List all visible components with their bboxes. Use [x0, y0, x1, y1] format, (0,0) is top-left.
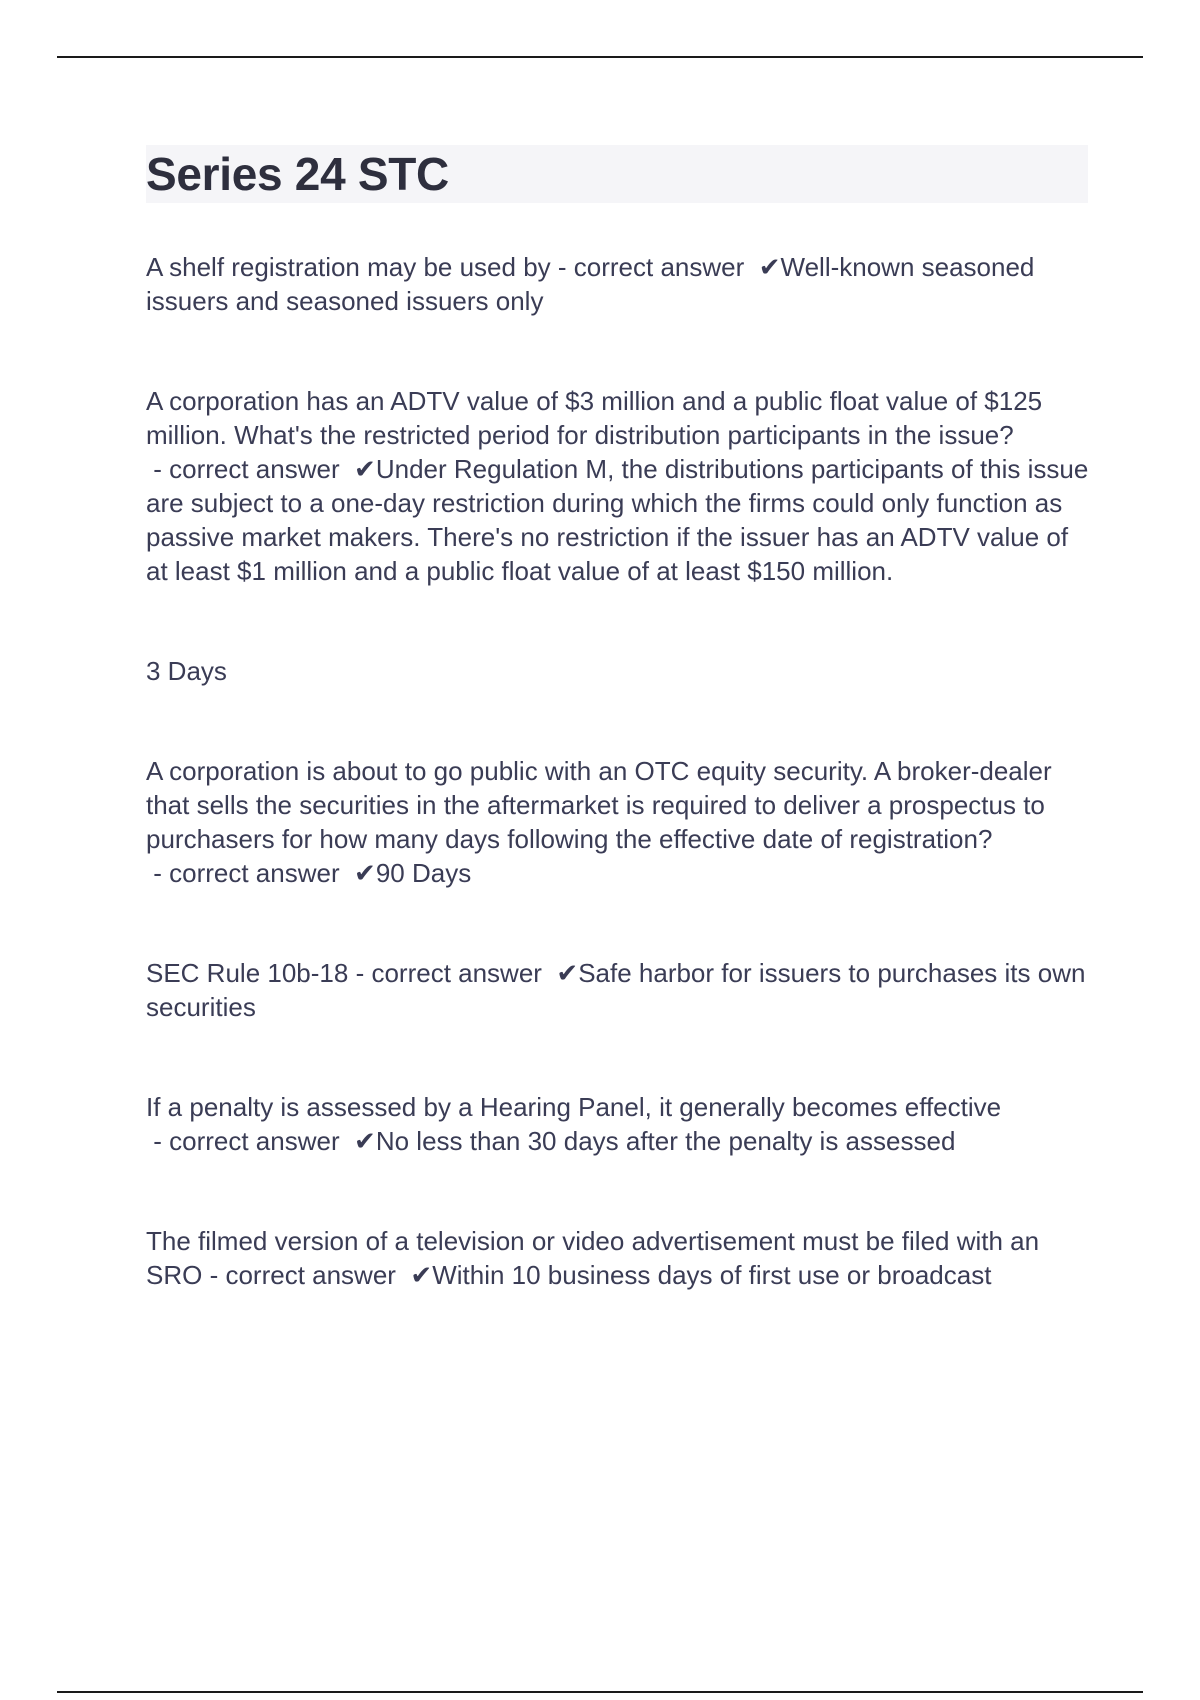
check-icon: ✔	[339, 1126, 376, 1156]
answer-label: correct answer	[225, 1260, 396, 1290]
answer-label: correct answer	[371, 958, 542, 988]
question-text: A corporation has an ADTV value of $3 million and a public float value of $125 million. What's the restricted period for distribution participants in the issue?	[146, 386, 1043, 450]
separator: -	[146, 454, 170, 484]
check-icon: ✔	[339, 858, 376, 888]
check-icon: ✔	[339, 454, 376, 484]
check-icon: ✔	[744, 252, 781, 282]
question-text: A shelf registration may be used by	[146, 252, 551, 282]
separator: -	[146, 858, 170, 888]
answer-label: correct answer	[169, 454, 340, 484]
flashcard-5	[146, 956, 1094, 1024]
separator: -	[202, 1260, 226, 1290]
flashcard-list	[146, 250, 1094, 1358]
separator: -	[348, 958, 372, 988]
page-title: Series 24 STC	[146, 148, 449, 200]
flashcard-3	[146, 654, 1094, 688]
question-text: If a penalty is assessed by a Hearing Panel, it generally becomes effective	[146, 1092, 1002, 1122]
flashcard-1	[146, 250, 1094, 318]
flashcard-2	[146, 384, 1094, 588]
answer-text: Within 10 business days of first use or broadcast	[432, 1260, 992, 1290]
flashcard-text	[146, 1090, 1094, 1158]
flashcard-7	[146, 1224, 1094, 1292]
answer-text: No less than 30 days after the penalty is assessed	[375, 1126, 956, 1156]
answer-text: 90 Days	[375, 858, 472, 888]
flashcard-text	[146, 384, 1094, 588]
answer-text: Safe harbor for issuers to purchases its own securities	[146, 958, 1086, 1022]
check-icon: ✔	[541, 958, 579, 988]
answer-label: correct answer	[169, 858, 340, 888]
flashcard-text	[146, 250, 1094, 318]
question-text: The filmed version of a television or video advertisement must be filed with an SRO	[146, 1226, 1040, 1290]
question-text: A corporation is about to go public with an OTC equity security. A broker-dealer that sells the securities in the aftermarket is required to deliver a prospectus to purchasers for how many days following the effective date of registration?	[146, 756, 1052, 854]
answer-label: correct answer	[169, 1126, 340, 1156]
answer-text: Well-known seasoned issuers and seasoned issuers only	[146, 252, 1035, 316]
question-text: SEC Rule 10b-18	[146, 958, 349, 988]
flashcard-6	[146, 1090, 1094, 1158]
separator: -	[146, 1126, 170, 1156]
bottom-rule	[57, 1691, 1143, 1693]
standalone-text: 3 Days	[146, 656, 227, 686]
flashcard-4	[146, 754, 1094, 890]
flashcard-text	[146, 754, 1094, 890]
answer-text: Under Regulation M, the distributions participants of this issue are subject to a one-day restriction during which the firms could only function as passive market makers. There's no restriction if the issuer has an ADTV value of at least $1 million and a public float value of at least $150 million.	[146, 454, 1089, 586]
flashcard-text	[146, 1224, 1094, 1292]
answer-label: correct answer	[573, 252, 745, 282]
flashcard-text	[146, 956, 1094, 1024]
top-rule	[57, 56, 1143, 58]
check-icon: ✔	[395, 1260, 433, 1290]
separator: -	[550, 252, 574, 282]
